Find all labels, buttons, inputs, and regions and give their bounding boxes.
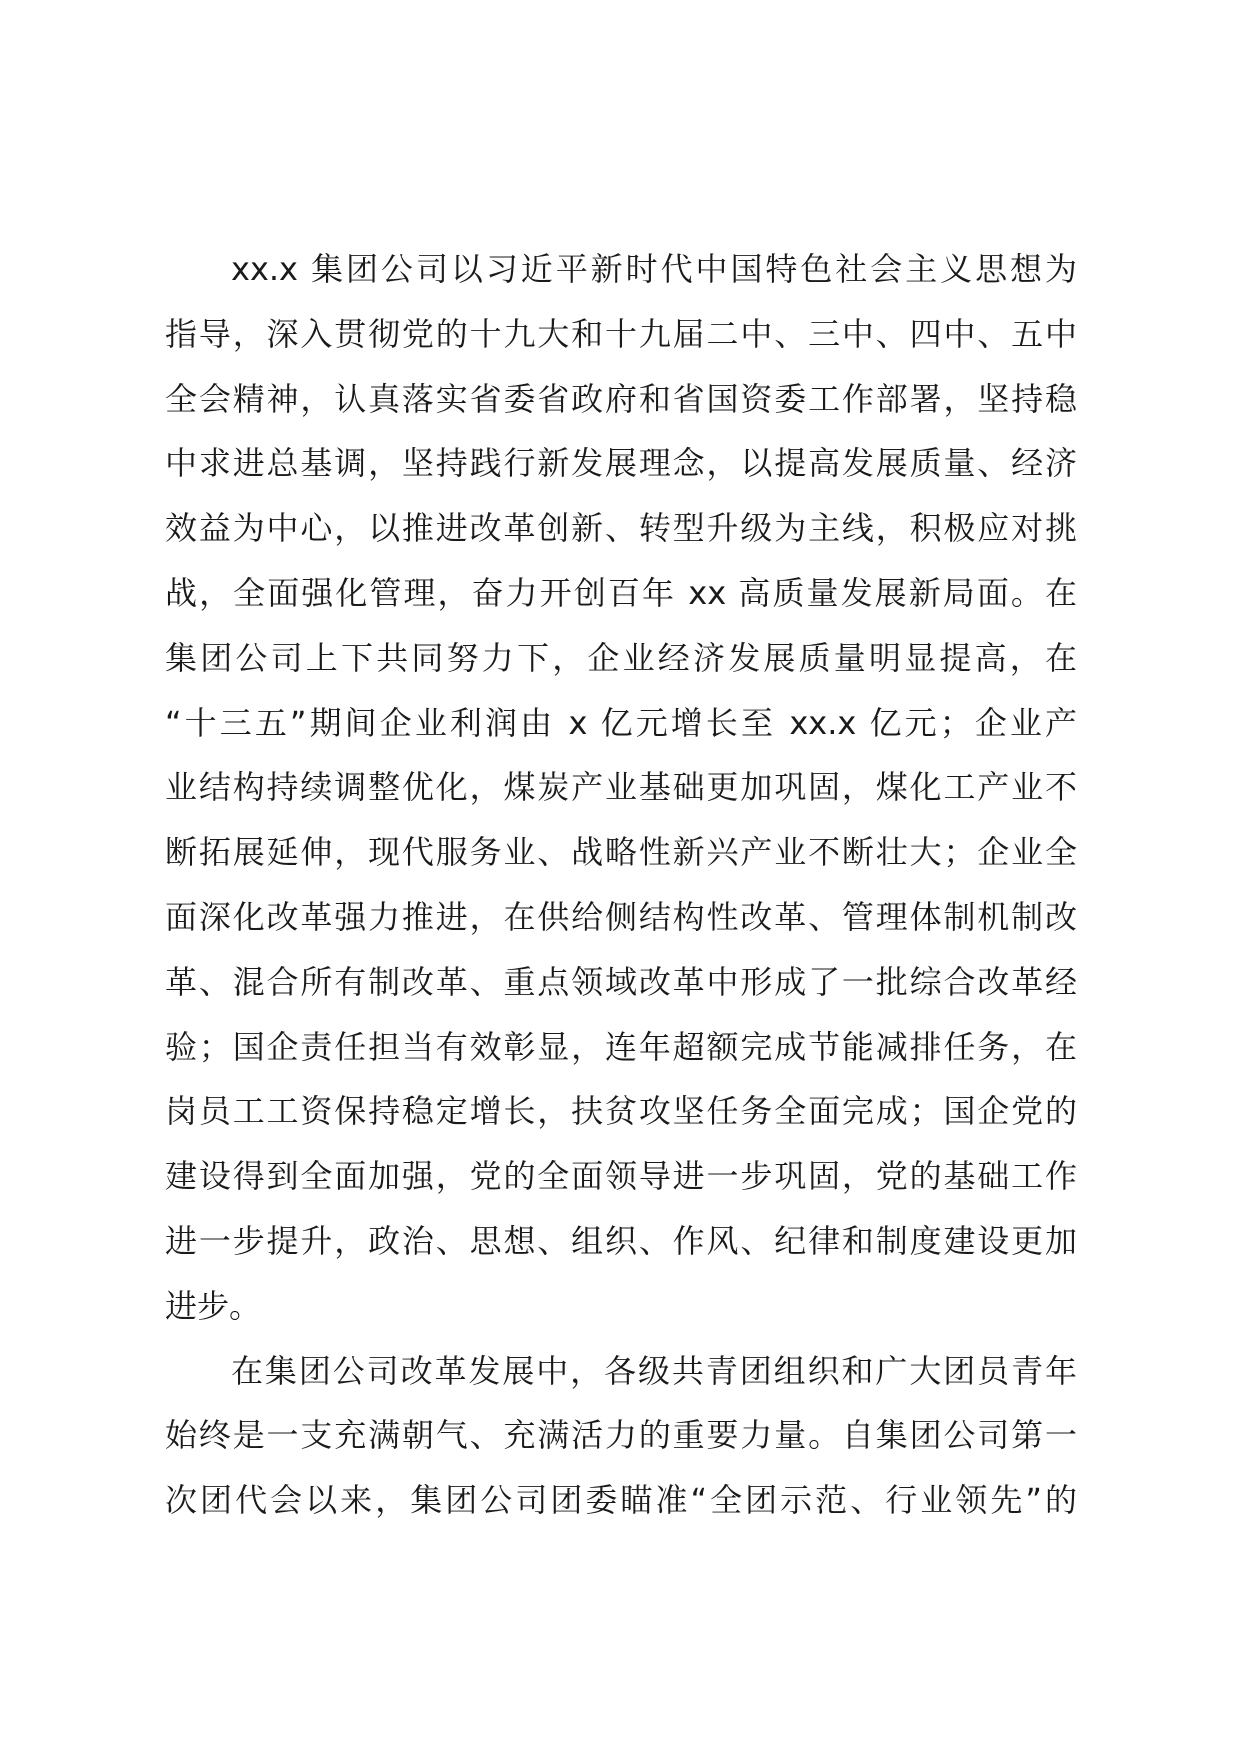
text-line: 战，全面强化管理，奋力开创百年 xx 高质量发展新局面。在 — [165, 573, 1077, 612]
paragraph-2 — [165, 1339, 1077, 1533]
text-line: 断拓展延伸，现代服务业、战略性新兴产业不断壮大；企业全 — [165, 833, 1077, 872]
text-line: 全会精神，认真落实省委省政府和省国资委工作部署，坚持稳 — [165, 379, 1077, 418]
text-line: 指导，深入贯彻党的十九大和十九届二中、三中、四中、五中 — [165, 314, 1077, 353]
text-line: 业结构持续调整优化，煤炭产业基础更加巩固，煤化工产业不 — [165, 768, 1077, 807]
text-line: 中求进总基调，坚持践行新发展理念，以提高发展质量、经济 — [165, 444, 1077, 483]
text-line: 效益为中心，以推进改革创新、转型升级为主线，积极应对挑 — [165, 509, 1077, 548]
text-line: 集团公司上下共同努力下，企业经济发展质量明显提高，在 — [165, 638, 1077, 677]
text-line: 验；国企责任担当有效彰显，连年超额完成节能减排任务，在 — [165, 1027, 1077, 1066]
paragraph-1 — [165, 237, 1077, 1339]
text-line: 革、混合所有制改革、重点领域改革中形成了一批综合改革经 — [165, 962, 1077, 1001]
text-line: 建设得到全面加强，党的全面领导进一步巩固，党的基础工作 — [165, 1157, 1077, 1196]
text-line: xx.x 集团公司以习近平新时代中国特色社会主义思想为 — [231, 250, 1077, 288]
text-line: 次团代会以来，集团公司团委瞄准“全团示范、行业领先”的 — [165, 1481, 1077, 1520]
text-line: 面深化改革强力推进，在供给侧结构性改革、管理体制机制改 — [165, 897, 1077, 936]
text-line: 进一步提升，政治、思想、组织、作风、纪律和制度建设更加 — [165, 1221, 1077, 1260]
text-line: 进步。 — [165, 1286, 262, 1325]
text-line: “十三五”期间企业利润由 x 亿元增长至 xx.x 亿元；企业产 — [165, 703, 1077, 742]
text-line: 在集团公司改革发展中，各级共青团组织和广大团员青年 — [231, 1351, 1077, 1390]
document-body — [165, 237, 1077, 1533]
text-line: 岗员工工资保持稳定增长，扶贫攻坚任务全面完成；国企党的 — [165, 1092, 1077, 1131]
text-line: 始终是一支充满朝气、充满活力的重要力量。自集团公司第一 — [165, 1416, 1077, 1455]
